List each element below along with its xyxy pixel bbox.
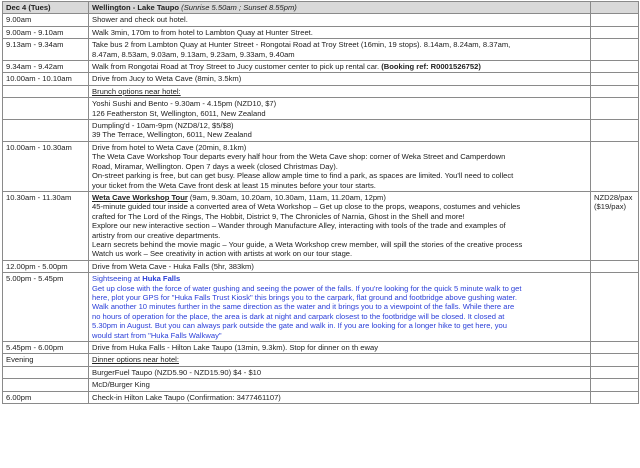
- activity-cell: [89, 39, 591, 61]
- activity-cell: BurgerFuel Taupo (NZD5.90 - NZD15.90) $4 - $10: [89, 366, 591, 378]
- activity-cell: [89, 61, 591, 73]
- bus-route: Take bus 2 from Lambton Quay at Hunter Street - Rongotai Road at Troy Street (16min, 19 stops). 8.14am, 8.24am, 8.37am,: [92, 40, 511, 50]
- table-row: [3, 61, 639, 73]
- time-cell: 9.00am: [3, 14, 89, 26]
- sunrise-sunset: (Sunrise 5.50am ; Sunset 8.55pm): [181, 3, 297, 12]
- table-row: [3, 191, 639, 260]
- dinner-heading: Dinner options near hotel:: [92, 355, 179, 365]
- time-cell: 9.13am - 9.34am: [3, 39, 89, 61]
- activity-cell: Drive from Jucy to Weta Cave (8min, 3.5km): [89, 73, 591, 85]
- restaurant-name: Yoshi Sushi and Bento - 9.30am - 4.15pm (NZD10, $7): [92, 99, 277, 109]
- activity-cell: Drive from Weta Cave - Huka Falls (5hr, 383km): [89, 260, 591, 272]
- description-line: On-street parking is free, but can get busy. Please allow ample time to find a park, as spaces are limited. You'll need to collect: [92, 171, 514, 181]
- tour-title: Weta Cave Workshop Tour: [92, 192, 188, 202]
- price-usd: ($19/pax): [594, 202, 627, 212]
- time-cell: 9.00am - 9.10am: [3, 26, 89, 38]
- description-line: would start from "Huka Falls Walkway": [92, 330, 222, 340]
- activity-cell: [89, 141, 591, 191]
- table-row: [3, 120, 639, 142]
- time-cell: Evening: [3, 354, 89, 366]
- restaurant-address: 126 Featherston St, Wellington, 6011, New Zealand: [92, 108, 266, 118]
- table-row: [3, 260, 639, 272]
- description-line: crafted for The Lord of the Rings, The Hobbit, District 9, The Chronicles of Narnia, Ghost in the Shell and more!: [92, 211, 465, 221]
- activity-cell: Walk 3min, 170m to from hotel to Lambton Quay at Hunter Street.: [89, 26, 591, 38]
- brunch-heading: Brunch options near hotel:: [92, 86, 181, 96]
- time-cell: 10.00am - 10.30am: [3, 141, 89, 191]
- time-cell: 5.00pm - 5.45pm: [3, 273, 89, 342]
- day-date: Dec 4 (Tues): [3, 2, 89, 14]
- table-row: [3, 73, 639, 85]
- itinerary-table: [2, 1, 639, 404]
- activity-cell: Shower and check out hotel.: [89, 14, 591, 26]
- description-line: Road, Miramar, Wellington. Open 7 days a week (closed Christmas Day).: [92, 161, 338, 171]
- table-row: [3, 14, 639, 26]
- description-line: Get up close with the force of water gushing and seeing the power of the falls. If you're looking for the quick 5 minute walk to get: [92, 283, 522, 293]
- description-line: here, plot your GPS for "Huka Falls Trust Kiosk" this brings you to the carpark, flat ground and footbridge above gushing water.: [92, 292, 517, 302]
- activity-cell: [89, 98, 591, 120]
- table-row: [3, 354, 639, 366]
- sightseeing-label: Sightseeing at: [92, 274, 143, 284]
- activity-cell: Check-in Hilton Lake Taupo (Confirmation: 3477461107): [89, 391, 591, 403]
- time-cell: 10.00am - 10.10am: [3, 73, 89, 85]
- walk-to-rental: Walk from Rongotai Road at Troy Street to Jucy customer center to pick up rental car.: [92, 62, 380, 72]
- activity-cell: [89, 191, 591, 260]
- day-route: [89, 2, 591, 14]
- huka-falls-title: Huka Falls: [142, 274, 181, 284]
- time-cell: 5.45pm - 6.00pm: [3, 342, 89, 354]
- restaurant-address: 39 The Terrace, Wellington, 6011, New Zealand: [92, 130, 252, 140]
- day-header-row: [3, 2, 639, 14]
- table-row: [3, 98, 639, 120]
- description-line: Learn secrets behind the movie magic – Your guide, a Weta Workshop crew member, will spill the stories of the creative process: [92, 239, 523, 249]
- table-row: [3, 379, 639, 391]
- drive-line: Drive from hotel to Weta Cave (20min, 8.1km): [92, 142, 247, 152]
- activity-cell: [89, 354, 591, 366]
- table-row: [3, 39, 639, 61]
- time-cell: 12.00pm - 5.00pm: [3, 260, 89, 272]
- restaurant-name: Dumpling'd - 10am-9pm (NZD8/12, $5/$8): [92, 121, 234, 131]
- table-row: [3, 391, 639, 403]
- activity-cell: Drive from Huka Falls - Hilton Lake Taupo (13min, 9.3km). Stop for dinner on th eway: [89, 342, 591, 354]
- table-row: [3, 342, 639, 354]
- table-row: [3, 26, 639, 38]
- activity-cell: McD/Burger King: [89, 379, 591, 391]
- route-title: Wellington - Lake Taupo: [92, 3, 180, 12]
- time-cell: 6.00pm: [3, 391, 89, 403]
- description-line: no hours of operation for the place, the area is dark at night and carpark closest to the footbridge will be closed. It closed at: [92, 311, 505, 321]
- description-line: 5.30pm in August. But you can always park outside the gate and walk in. If you are looking for a longer hike to get here, you: [92, 321, 507, 331]
- table-row: [3, 85, 639, 97]
- booking-ref: (Booking ref: R0001526752): [381, 62, 481, 72]
- time-cell: 9.34am - 9.42am: [3, 61, 89, 73]
- activity-cell: [89, 85, 591, 97]
- description-line: Walk another 10 minutes further in the same direction as the water and it brings you to a viewpoint of the falls. While there are: [92, 302, 515, 312]
- bus-times: 8.47am, 8.53am, 9.03am, 9.13am, 9.23am, 9.33am, 9.40am: [92, 49, 295, 59]
- price-nzd: NZD28/pax: [594, 192, 633, 202]
- description-line: artistry from our creative departments.: [92, 230, 221, 240]
- table-row: [3, 141, 639, 191]
- description-line: Watch us work – See creativity in action with artists at work on our tour stage.: [92, 249, 353, 259]
- description-line: your ticket from the Weta Cave front desk at least 15 minutes before your tour starts.: [92, 180, 376, 190]
- description-line: 45-minute guided tour inside a converted area of Weta Workshop – Get up close to the props, weapons, costumes and vehicles: [92, 202, 521, 212]
- price-cell: [591, 191, 639, 260]
- description-line: Explore our new interactive section – Wander through Manufacture Alley, interacting with tools of the trade and examples of: [92, 221, 506, 231]
- description-line: The Weta Cave Workshop Tour departs every half hour from the Weta Cave shop: corner of Weka Street and Camperdown: [92, 152, 506, 162]
- activity-cell: [89, 120, 591, 142]
- table-row: [3, 273, 639, 342]
- table-row: [3, 366, 639, 378]
- tour-times: (9am, 9.30am, 10.20am, 10.30am, 11am, 11.20am, 12pm): [187, 192, 386, 202]
- activity-cell: [89, 273, 591, 342]
- time-cell: 10.30am - 11.30am: [3, 191, 89, 260]
